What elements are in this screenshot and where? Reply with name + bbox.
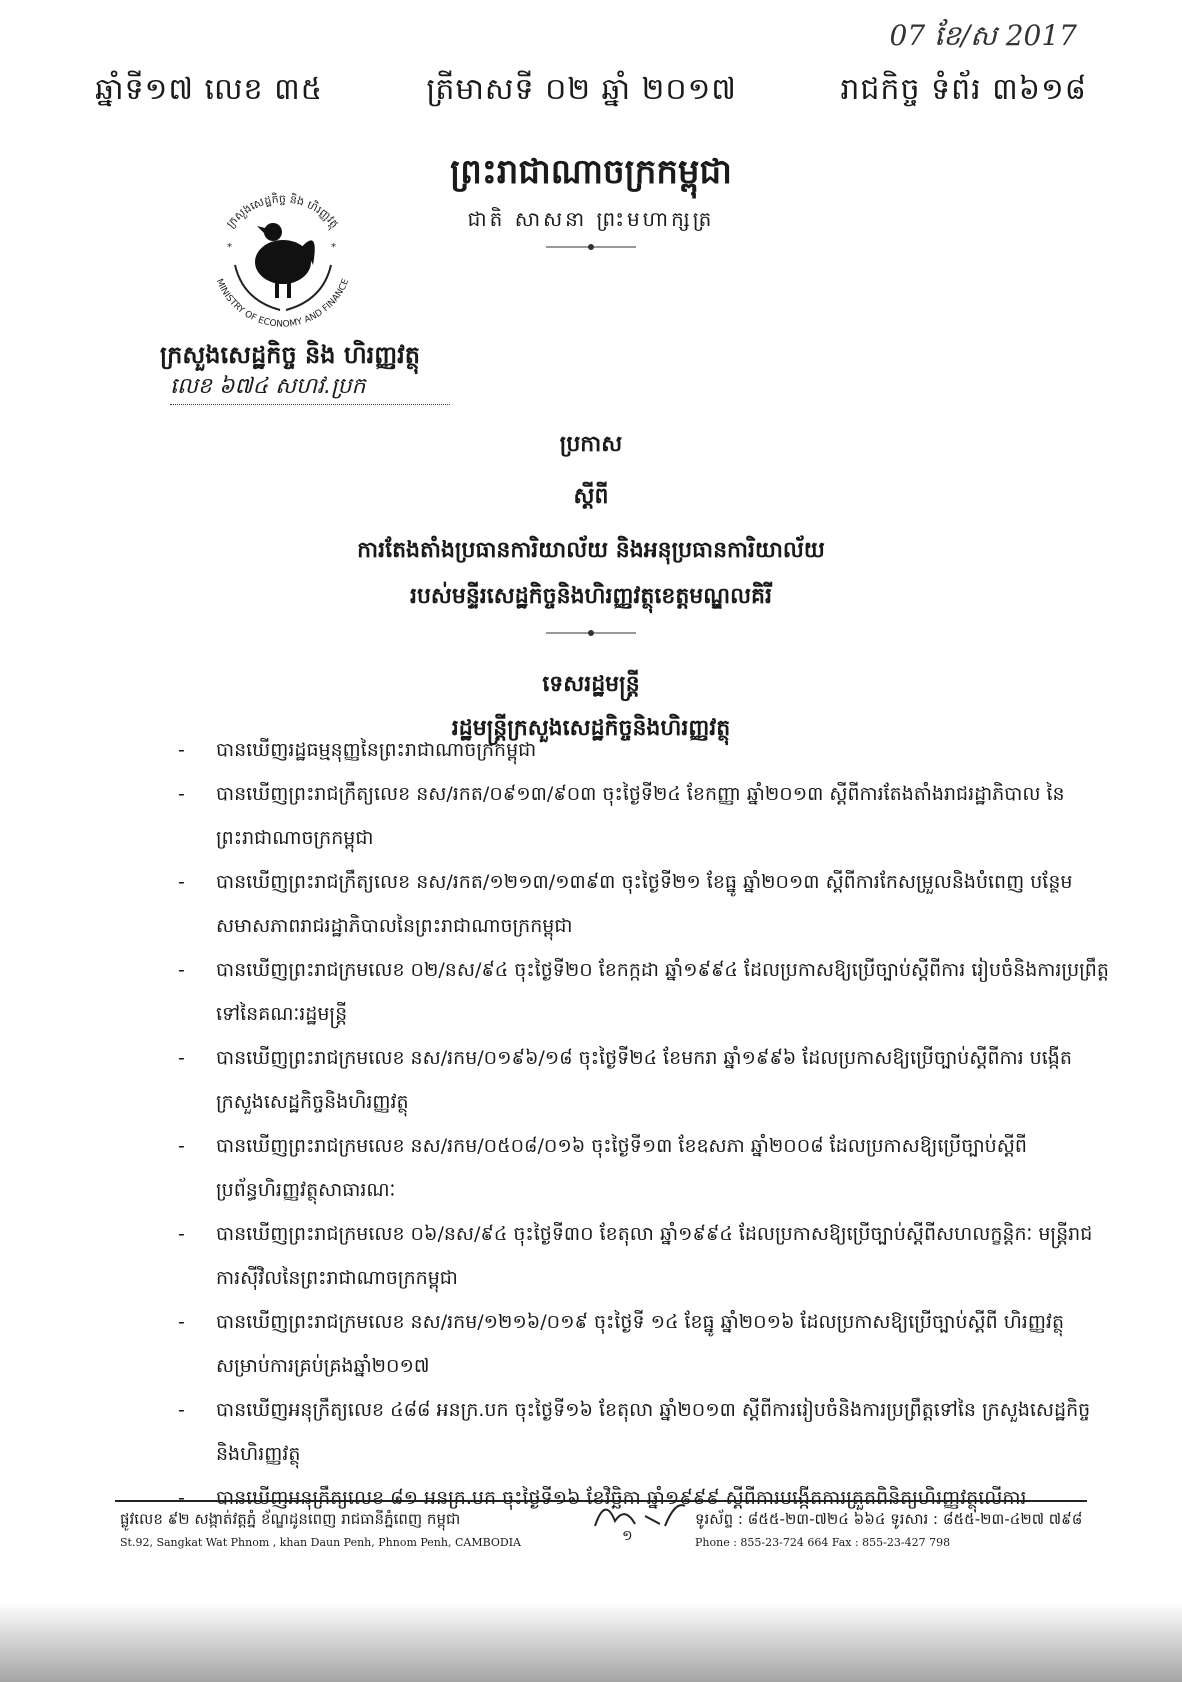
prakas-titles bbox=[0, 430, 1182, 746]
handwritten-date: 07 ខែ/ស 2017 bbox=[889, 19, 1077, 52]
subject-line-2: របស់មន្ទីរសេដ្ឋកិច្ចនិងហិរញ្ញវត្ថុខេត្តមណ្ឌលគិរី bbox=[409, 584, 772, 609]
svg-text:ក្រសួងសេដ្ឋកិច្ច និង ហិរញ្ញវត្ bbox=[224, 192, 341, 232]
considerations-list bbox=[178, 728, 1113, 1520]
svg-text:MINISTRY OF ECONOMY AND FINANC bbox=[214, 277, 352, 329]
list-item: - បានឃើញអនុក្រឹត្យលេខ ៨១ អនក្រ.បក ចុះថ្ងៃទី១៦ ខែវិច្ឆិកា ឆ្នាំ១៩៩៩ ស្តីពីការបង្កើតការត្រួតពិនិត្យហិរញ្ញវត្ថុលើការ bbox=[178, 1476, 1113, 1520]
scan-shadow bbox=[0, 1602, 1182, 1682]
svg-text:*: * bbox=[227, 242, 232, 253]
year-number: ឆ្នាំទី១៧ លេខ ៣៥ bbox=[95, 72, 323, 107]
footer-contact bbox=[695, 1510, 1082, 1549]
ministry-seal-icon bbox=[195, 170, 370, 345]
sdeypi-label: ស្តីពី bbox=[573, 484, 609, 509]
list-item: - បានឃើញព្រះរាជក្រមលេខ ០៦/នស/៩៤ ចុះថ្ងៃទី៣០ ខែតុលា ឆ្នាំ១៩៩៤ ដែលប្រកាសឱ្យប្រើច្បាប់ស្តីពីសហលក្ខន្តិកៈ មន្ត្រីរាជការស៊ីវិលនៃព្រះរាជាណាចក្រកម្ពុជា bbox=[178, 1212, 1113, 1300]
ornament-divider-icon bbox=[546, 628, 636, 638]
quarter: ត្រីមាសទី ០២ ឆ្នាំ ២០១៧ bbox=[426, 72, 737, 107]
footer-address bbox=[120, 1510, 521, 1549]
reference-number: លេខ ៦៧៤ សហវ.ប្រក bbox=[170, 372, 450, 405]
gazette-page: រាជកិច្ច ទំព័រ ៣៦១៨ bbox=[840, 72, 1087, 107]
svg-text:*: * bbox=[331, 242, 336, 253]
list-item: - បានឃើញព្រះរាជក្រឹត្យលេខ នស/រកត/០៩១៣/៩០៣ ចុះថ្ងៃទី២៤ ខែកញ្ញា ឆ្នាំ២០១៣ ស្តីពីការតែងតាំងរាជរដ្ឋាភិបាល នៃព្រះរាជាណាចក្រកម្ពុជា bbox=[178, 772, 1113, 860]
list-item: - បានឃើញព្រះរាជក្រមលេខ នស/រកម/០៥០៨/០១៦ ចុះថ្ងៃទី១៣ ខែឧសភា ឆ្នាំ២០០៨ ដែលប្រកាសឱ្យប្រើច្បាប់ស្តីពី ប្រព័ន្ធហិរញ្ញវត្ថុសាធារណៈ bbox=[178, 1124, 1113, 1212]
phone-english: Phone : 855-23-724 664 Fax : 855-23-427 798 bbox=[695, 1536, 951, 1549]
list-item: - បានឃើញព្រះរាជក្រមលេខ នស/រកម/០១៩៦/១៨ ចុះថ្ងៃទី២៤ ខែមករា ឆ្នាំ១៩៩៦ ដែលប្រកាសឱ្យប្រើច្បាប់ស្តីពីការ បង្កើតក្រសួងសេដ្ឋកិច្ចនិងហិរញ្ញវត្ថុ bbox=[178, 1036, 1113, 1124]
page-number: ១ bbox=[622, 1528, 633, 1544]
signature-initials-icon bbox=[590, 1496, 690, 1536]
list-item: - បានឃើញអនុក្រឹត្យលេខ ៤៨៨ អនក្រ.បក ចុះថ្ងៃទី១៦ ខែតុលា ឆ្នាំ២០១៣ ស្តីពីការរៀបចំនិងការប្រព្រឹត្តទៅនៃ ក្រសួងសេដ្ឋកិច្ចនិងហិរញ្ញវត្ថុ bbox=[178, 1388, 1113, 1476]
subject-line-1: ការតែងតាំងប្រធានការិយាល័យ និងអនុប្រធានការិយាល័យ bbox=[357, 538, 825, 563]
issuer-title-1: ទេសរដ្ឋមន្ត្រី bbox=[542, 672, 640, 697]
prakas-label: ប្រកាស bbox=[559, 432, 623, 457]
address-english: St.92, Sangkat Wat Phnom , khan Daun Penh, Phnom Penh, CAMBODIA bbox=[120, 1536, 521, 1549]
kingdom-motto: ជាតិ សាសនា ព្រះមហាក្សត្រ bbox=[467, 207, 715, 231]
address-khmer: ផ្លូវលេខ ៩២ សង្កាត់វត្តភ្នំ ខ័ណ្ឌដូនពេញ រាជធានីភ្នំពេញ កម្ពុជា bbox=[120, 1510, 461, 1528]
list-item: - បានឃើញព្រះរាជក្រមលេខ នស/រកម/១២១៦/០១៩ ចុះថ្ងៃទី ១៤ ខែធ្នូ ឆ្នាំ២០១៦ ដែលប្រកាសឱ្យប្រើច្បាប់ស្តីពី ហិរញ្ញវត្ថុសម្រាប់ការគ្រប់គ្រងឆ្នាំ២០១៧ bbox=[178, 1300, 1113, 1388]
gazette-header bbox=[95, 70, 1087, 114]
list-item: - បានឃើញព្រះរាជក្រមលេខ ០២/នស/៩៤ ចុះថ្ងៃទី២០ ខែកក្កដា ឆ្នាំ១៩៩៤ ដែលប្រកាសឱ្យប្រើច្បាប់ស្តីពីការ រៀបចំនិងការប្រព្រឹត្តទៅនៃគណៈរដ្ឋមន្ត្រី bbox=[178, 948, 1113, 1036]
phone-khmer: ទូរស័ព្ទ : ៨៥៥-២៣-៧២៤ ៦៦៤ ទូរសារ : ៨៥៥-២៣-៤២៧ ៧៩៨ bbox=[695, 1510, 1083, 1528]
seal-english-text: MINISTRY OF ECONOMY AND FINANCE bbox=[213, 277, 352, 330]
list-item: - បានឃើញរដ្ឋធម្មនុញ្ញនៃព្រះរាជាណាចក្រកម្ពុជា bbox=[178, 728, 1113, 772]
seal-khmer-text: ក្រសួងសេដ្ឋកិច្ច និង ហិរញ្ញវត្ថុ bbox=[223, 192, 342, 231]
kingdom-heading bbox=[0, 150, 1182, 252]
list-item: - បានឃើញព្រះរាជក្រឹត្យលេខ នស/រកត/១២១៣/១៣៩៣ ចុះថ្ងៃទី២១ ខែធ្នូ ឆ្នាំ២០១៣ ស្តីពីការកែសម្រួលនិងបំពេញ បន្ថែមសមាសភាពរាជរដ្ឋាភិបាលនៃព្រះរាជាណាចក្រកម្ពុជា bbox=[178, 860, 1113, 948]
kingdom-title: ព្រះរាជាណាចក្រកម្ពុជា bbox=[450, 152, 732, 192]
issuer-title-2: រដ្ឋមន្ត្រីក្រសួងសេដ្ឋកិច្ចនិងហិរញ្ញវត្ថុ bbox=[451, 716, 731, 741]
ornament-divider-icon bbox=[546, 242, 636, 252]
ministry-name: ក្រសួងសេដ្ឋកិច្ច និង ហិរញ្ញវត្ថុ bbox=[160, 341, 420, 369]
